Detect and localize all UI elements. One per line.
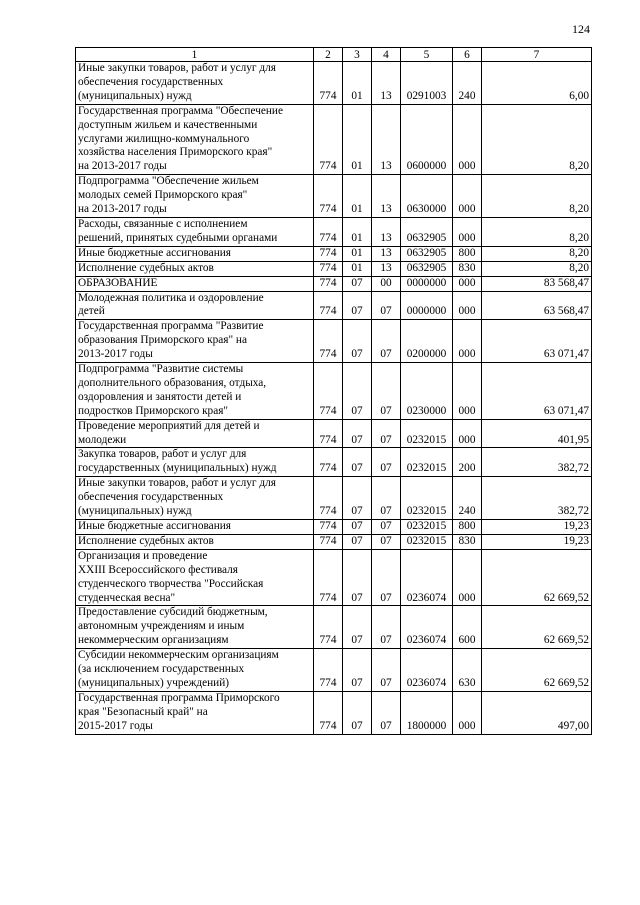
target-article-cell: 0200000 bbox=[401, 320, 453, 363]
subsection-code-cell: 13 bbox=[372, 62, 401, 105]
amount-cell: 62 669,52 bbox=[482, 649, 592, 692]
row-name-line: Иные закупки товаров, работ и услуг для bbox=[78, 62, 276, 74]
expense-type-cell: 000 bbox=[453, 291, 482, 320]
ministry-code-cell: 774 bbox=[314, 691, 343, 734]
ministry-code-cell: 774 bbox=[314, 276, 343, 291]
amount-cell: 382,72 bbox=[482, 448, 592, 477]
row-name-line: Иные бюджетные ассигнования bbox=[78, 246, 231, 259]
target-article-cell: 0236074 bbox=[401, 606, 453, 649]
table-row bbox=[76, 261, 592, 276]
row-name-line: студенческая весна" bbox=[78, 591, 176, 604]
table-row bbox=[76, 549, 592, 606]
row-name-cell bbox=[76, 534, 314, 549]
row-name-line: решений, принятых судебными органами bbox=[78, 231, 278, 244]
ministry-code-cell: 774 bbox=[314, 477, 343, 520]
table-row bbox=[76, 291, 592, 320]
col-header-section: 3 bbox=[343, 48, 372, 62]
row-name-line: услугами жилищно-коммунального bbox=[78, 132, 250, 145]
col-header-subsection: 4 bbox=[372, 48, 401, 62]
section-code-cell: 07 bbox=[343, 520, 372, 535]
amount-cell: 63 071,47 bbox=[482, 320, 592, 363]
target-article-cell: 0232015 bbox=[401, 534, 453, 549]
row-name-line: (муниципальных) учреждений) bbox=[78, 676, 230, 689]
row-name-line: Расходы, связанные с исполнением bbox=[78, 217, 248, 230]
amount-cell: 401,95 bbox=[482, 419, 592, 448]
row-name-line: Исполнение судебных актов bbox=[78, 534, 214, 547]
subsection-code-cell: 07 bbox=[372, 549, 401, 606]
row-name-line: Подпрограмма "Развитие системы bbox=[78, 363, 244, 376]
amount-cell: 6,00 bbox=[482, 62, 592, 105]
target-article-cell: 0600000 bbox=[401, 104, 453, 175]
row-name-line: доступным жильем и качественными bbox=[78, 118, 258, 131]
row-name-line: оздоровления и занятости детей и bbox=[78, 390, 242, 403]
subsection-code-cell: 07 bbox=[372, 649, 401, 692]
row-name-line: подростков Приморского края" bbox=[78, 404, 229, 417]
row-name-line: Иные закупки товаров, работ и услуг для bbox=[78, 477, 276, 490]
ministry-code-cell: 774 bbox=[314, 175, 343, 218]
target-article-cell: 0630000 bbox=[401, 175, 453, 218]
expense-type-cell: 000 bbox=[453, 104, 482, 175]
row-name-line: государственных (муниципальных) нужд bbox=[78, 462, 277, 475]
ministry-code-cell: 774 bbox=[314, 549, 343, 606]
subsection-code-cell: 07 bbox=[372, 320, 401, 363]
row-name-line: Государственная программа "Обеспечение bbox=[78, 104, 283, 117]
row-name-cell bbox=[76, 691, 314, 734]
row-name-line: молодых семей Приморского края" bbox=[78, 189, 248, 202]
subsection-code-cell: 13 bbox=[372, 261, 401, 276]
expense-type-cell: 800 bbox=[453, 246, 482, 261]
expense-type-cell: 630 bbox=[453, 649, 482, 692]
amount-cell: 62 669,52 bbox=[482, 549, 592, 606]
expense-type-cell: 600 bbox=[453, 606, 482, 649]
row-name-line: обеспечения государственных bbox=[78, 75, 224, 88]
row-name-cell bbox=[76, 291, 314, 320]
expense-type-cell: 800 bbox=[453, 520, 482, 535]
row-name-cell bbox=[76, 606, 314, 649]
row-name-cell bbox=[76, 104, 314, 175]
row-name-line: студенческого творчества "Российская bbox=[78, 577, 264, 590]
amount-cell: 63 568,47 bbox=[482, 291, 592, 320]
target-article-cell: 0236074 bbox=[401, 549, 453, 606]
budget-table bbox=[75, 47, 592, 735]
amount-cell: 83 568,47 bbox=[482, 276, 592, 291]
amount-cell: 19,23 bbox=[482, 520, 592, 535]
amount-cell: 497,00 bbox=[482, 691, 592, 734]
page-number: 124 bbox=[572, 22, 590, 36]
col-header-expense-type: 6 bbox=[453, 48, 482, 62]
subsection-code-cell: 13 bbox=[372, 104, 401, 175]
table-row bbox=[76, 217, 592, 246]
section-code-cell: 01 bbox=[343, 246, 372, 261]
subsection-code-cell: 00 bbox=[372, 276, 401, 291]
ministry-code-cell: 774 bbox=[314, 62, 343, 105]
row-name-line: (муниципальных) нужд bbox=[78, 89, 192, 102]
row-name-cell bbox=[76, 261, 314, 276]
col-header-amount: 7 bbox=[482, 48, 592, 62]
table-row bbox=[76, 606, 592, 649]
section-code-cell: 07 bbox=[343, 291, 372, 320]
row-name-cell bbox=[76, 276, 314, 291]
target-article-cell: 0632905 bbox=[401, 217, 453, 246]
amount-cell: 8,20 bbox=[482, 246, 592, 261]
ministry-code-cell: 774 bbox=[314, 649, 343, 692]
expense-type-cell: 000 bbox=[453, 320, 482, 363]
target-article-cell: 0232015 bbox=[401, 448, 453, 477]
table-row bbox=[76, 175, 592, 218]
section-code-cell: 07 bbox=[343, 419, 372, 448]
row-name-line: Иные бюджетные ассигнования bbox=[78, 520, 231, 532]
section-code-cell: 01 bbox=[343, 104, 372, 175]
row-name-cell bbox=[76, 320, 314, 363]
subsection-code-cell: 07 bbox=[372, 606, 401, 649]
ministry-code-cell: 774 bbox=[314, 534, 343, 549]
table-row bbox=[76, 363, 592, 420]
expense-type-cell: 830 bbox=[453, 261, 482, 276]
expense-type-cell: 000 bbox=[453, 276, 482, 291]
row-name-cell bbox=[76, 649, 314, 692]
subsection-code-cell: 07 bbox=[372, 477, 401, 520]
table-row bbox=[76, 320, 592, 363]
target-article-cell: 0232015 bbox=[401, 477, 453, 520]
expense-type-cell: 000 bbox=[453, 419, 482, 448]
target-article-cell: 0632905 bbox=[401, 246, 453, 261]
section-code-cell: 01 bbox=[343, 62, 372, 105]
subsection-code-cell: 07 bbox=[372, 448, 401, 477]
row-name-cell bbox=[76, 175, 314, 218]
expense-type-cell: 000 bbox=[453, 175, 482, 218]
row-name-line: Закупка товаров, работ и услуг для bbox=[78, 448, 247, 461]
row-name-line: некоммерческим организациям bbox=[78, 634, 229, 647]
table-row bbox=[76, 649, 592, 692]
section-code-cell: 07 bbox=[343, 363, 372, 420]
subsection-code-cell: 07 bbox=[372, 534, 401, 549]
row-name-cell bbox=[76, 549, 314, 606]
row-name-line: XXIII Всероссийского фестиваля bbox=[78, 563, 238, 576]
row-name-line: Государственная программа Приморского bbox=[78, 691, 280, 704]
subsection-code-cell: 07 bbox=[372, 520, 401, 535]
section-code-cell: 07 bbox=[343, 534, 372, 549]
row-name-line: на 2013-2017 годы bbox=[78, 203, 167, 216]
target-article-cell: 0230000 bbox=[401, 363, 453, 420]
expense-type-cell: 000 bbox=[453, 217, 482, 246]
section-code-cell: 01 bbox=[343, 217, 372, 246]
row-name-line: образования Приморского края" на bbox=[78, 334, 247, 347]
subsection-code-cell: 13 bbox=[372, 175, 401, 218]
row-name-line: обеспечения государственных bbox=[78, 491, 224, 504]
row-name-line: 2015-2017 годы bbox=[78, 719, 153, 732]
row-name-cell bbox=[76, 448, 314, 477]
section-code-cell: 07 bbox=[343, 320, 372, 363]
row-name-line: хозяйства населения Приморского края" bbox=[78, 146, 273, 159]
row-name-line: Государственная программа "Развитие bbox=[78, 320, 264, 333]
target-article-cell: 0232015 bbox=[401, 419, 453, 448]
expense-type-cell: 000 bbox=[453, 691, 482, 734]
table-row bbox=[76, 246, 592, 261]
ministry-code-cell: 774 bbox=[314, 217, 343, 246]
row-name-cell bbox=[76, 520, 314, 535]
expense-type-cell: 240 bbox=[453, 62, 482, 105]
table-row bbox=[76, 477, 592, 520]
table-row bbox=[76, 534, 592, 549]
amount-cell: 8,20 bbox=[482, 175, 592, 218]
section-code-cell: 07 bbox=[343, 549, 372, 606]
section-code-cell: 07 bbox=[343, 477, 372, 520]
amount-cell: 62 669,52 bbox=[482, 606, 592, 649]
ministry-code-cell: 774 bbox=[314, 363, 343, 420]
table-row bbox=[76, 104, 592, 175]
expense-type-cell: 000 bbox=[453, 549, 482, 606]
row-name-line: Молодежная политика и оздоровление bbox=[78, 291, 264, 304]
table-row bbox=[76, 448, 592, 477]
subsection-code-cell: 13 bbox=[372, 246, 401, 261]
amount-cell: 8,20 bbox=[482, 217, 592, 246]
section-code-cell: 07 bbox=[343, 276, 372, 291]
row-name-cell bbox=[76, 363, 314, 420]
target-article-cell: 0632905 bbox=[401, 261, 453, 276]
amount-cell: 8,20 bbox=[482, 104, 592, 175]
row-name-line: Субсидии некоммерческим организациям bbox=[78, 649, 279, 662]
col-header-name: 1 bbox=[76, 48, 314, 62]
target-article-cell: 1800000 bbox=[401, 691, 453, 734]
row-name-line: автономным учреждениям и иным bbox=[78, 620, 245, 633]
amount-cell: 8,20 bbox=[482, 261, 592, 276]
table-row bbox=[76, 691, 592, 734]
section-code-cell: 07 bbox=[343, 448, 372, 477]
row-name-cell bbox=[76, 62, 314, 105]
ministry-code-cell: 774 bbox=[314, 520, 343, 535]
amount-cell: 382,72 bbox=[482, 477, 592, 520]
row-name-cell bbox=[76, 217, 314, 246]
amount-cell: 63 071,47 bbox=[482, 363, 592, 420]
ministry-code-cell: 774 bbox=[314, 104, 343, 175]
target-article-cell: 0236074 bbox=[401, 649, 453, 692]
table-row bbox=[76, 419, 592, 448]
row-name-cell bbox=[76, 419, 314, 448]
col-header-target-article: 5 bbox=[401, 48, 453, 62]
expense-type-cell: 200 bbox=[453, 448, 482, 477]
row-name-cell bbox=[76, 246, 314, 261]
row-name-line: молодежи bbox=[78, 433, 127, 446]
expense-type-cell: 830 bbox=[453, 534, 482, 549]
amount-cell: 19,23 bbox=[482, 534, 592, 549]
section-code-cell: 07 bbox=[343, 649, 372, 692]
row-name-line: Организация и проведение bbox=[78, 549, 208, 562]
ministry-code-cell: 774 bbox=[314, 419, 343, 448]
target-article-cell: 0000000 bbox=[401, 276, 453, 291]
row-name-line: Проведение мероприятий для детей и bbox=[78, 419, 260, 432]
row-name-line: Исполнение судебных актов bbox=[78, 261, 214, 274]
subsection-code-cell: 07 bbox=[372, 419, 401, 448]
section-code-cell: 01 bbox=[343, 175, 372, 218]
section-code-cell: 07 bbox=[343, 606, 372, 649]
row-name-cell bbox=[76, 477, 314, 520]
row-name-line: ОБРАЗОВАНИЕ bbox=[78, 276, 158, 289]
table-row bbox=[76, 62, 592, 105]
ministry-code-cell: 774 bbox=[314, 246, 343, 261]
row-name-line: (за исключением государственных bbox=[78, 663, 245, 676]
target-article-cell: 0232015 bbox=[401, 520, 453, 535]
row-name-line: (муниципальных) нужд bbox=[78, 505, 192, 518]
table-row bbox=[76, 276, 592, 291]
section-code-cell: 01 bbox=[343, 261, 372, 276]
table-row bbox=[76, 520, 592, 535]
target-article-cell: 0291003 bbox=[401, 62, 453, 105]
ministry-code-cell: 774 bbox=[314, 261, 343, 276]
col-header-ministry: 2 bbox=[314, 48, 343, 62]
subsection-code-cell: 13 bbox=[372, 217, 401, 246]
subsection-code-cell: 07 bbox=[372, 691, 401, 734]
row-name-line: Подпрограмма "Обеспечение жильем bbox=[78, 175, 259, 188]
subsection-code-cell: 07 bbox=[372, 363, 401, 420]
expense-type-cell: 240 bbox=[453, 477, 482, 520]
ministry-code-cell: 774 bbox=[314, 320, 343, 363]
row-name-line: края "Безопасный край" на bbox=[78, 705, 208, 718]
row-name-line: 2013-2017 годы bbox=[78, 348, 153, 361]
row-name-line: на 2013-2017 годы bbox=[78, 160, 167, 173]
section-code-cell: 07 bbox=[343, 691, 372, 734]
row-name-line: Предоставление субсидий бюджетным, bbox=[78, 606, 268, 619]
row-name-line: детей bbox=[78, 305, 105, 318]
target-article-cell: 0000000 bbox=[401, 291, 453, 320]
row-name-line: дополнительного образования, отдыха, bbox=[78, 376, 267, 389]
ministry-code-cell: 774 bbox=[314, 291, 343, 320]
ministry-code-cell: 774 bbox=[314, 448, 343, 477]
ministry-code-cell: 774 bbox=[314, 606, 343, 649]
subsection-code-cell: 07 bbox=[372, 291, 401, 320]
header-row bbox=[76, 48, 592, 62]
expense-type-cell: 000 bbox=[453, 363, 482, 420]
